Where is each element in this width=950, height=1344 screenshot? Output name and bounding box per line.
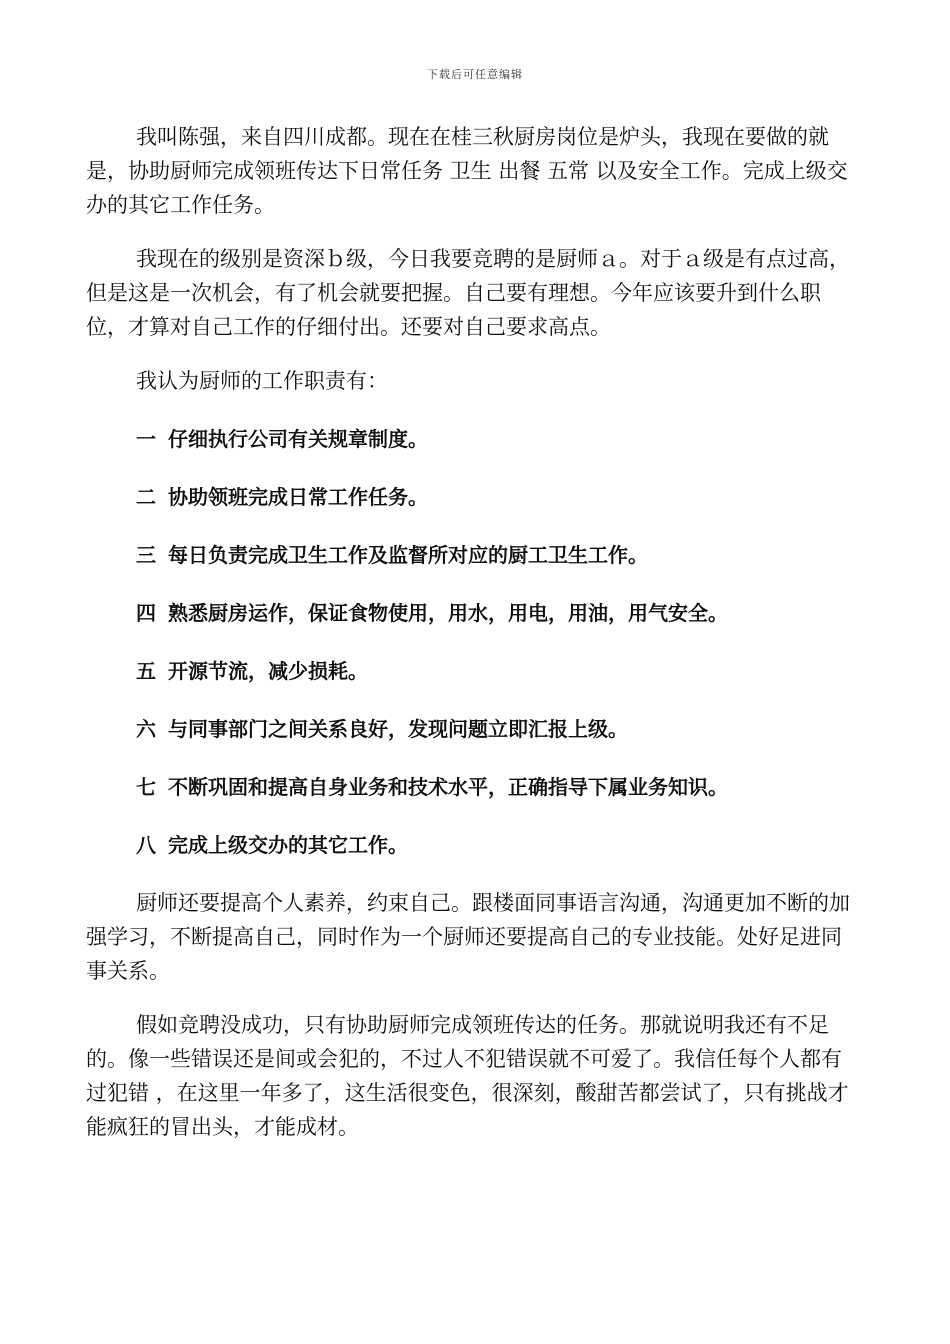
duty-number: 五 [136,659,156,683]
duty-text: 仔细执行公司有关规章制度。 [168,427,428,451]
self-improvement-paragraph: 厨师还要提高个人素养，约束自己。跟楼面同事语言沟通，沟通更加不断的加强学习，不断提高自己，同时作为一个厨师还要提高自己的专业技能。处好足进同事关系。 [86,891,850,983]
duty-text: 开源节流，减少损耗。 [168,659,368,683]
duty-item [86,538,856,572]
duty-text: 完成上级交办的其它工作。 [168,833,408,857]
duty-item [86,422,856,456]
intro-paragraph: 我叫陈强，来自四川成都。现在在桂三秋厨房岗位是炉头，我现在要做的就是，协助厨师完成领班传达下日常任务 卫生 出餐 五常 以及安全工作。完成上级交办的其它工作任务。 [86,125,848,217]
duty-text: 不断巩固和提高自身业务和技术水平，正确指导下属业务知识。 [168,775,728,799]
header-note: 下载后可任意编辑 [427,68,523,81]
duty-text: 熟悉厨房运作，保证食物使用，用水，用电，用油，用气安全。 [168,601,728,625]
document-body [86,120,856,1144]
duty-number: 一 [136,427,156,451]
duty-item [86,712,856,746]
duty-number: 三 [136,543,156,567]
duty-number: 六 [136,717,156,741]
duty-text: 与同事部门之间关系良好，发现问题立即汇报上级。 [168,717,628,741]
duty-number: 七 [136,775,156,799]
closing-paragraph: 假如竞聘没成功，只有协助厨师完成领班传达的任务。那就说明我还有不足的。像一些错误还是间或会犯的，不过人不犯错误就不可爱了。我信任每个人都有过犯错 ，在这里一年多了，这生活很变色，很深刻，酸甜苦都尝试了，只有挑战才能疯狂的冒出头，才能成材。 [86,1013,849,1139]
duty-number: 四 [136,601,156,625]
duty-item [86,654,856,688]
level-paragraph: 我现在的级别是资深ｂ级，今日我要竞聘的是厨师ａ。对于ａ级是有点过高，但是这是一次机会，有了机会就要把握。自己要有理想。今年应该要升到什么职位，才算对自己工作的仔细付出。还要对自己要求高点。 [86,247,850,339]
duties-lead-paragraph: 我认为厨师的工作职责有： [136,369,388,393]
duty-item [86,828,856,862]
duty-item [86,596,856,630]
duty-number: 二 [136,485,156,509]
duty-text: 每日负责完成卫生工作及监督所对应的厨工卫生工作。 [168,543,648,567]
duty-text: 协助领班完成日常工作任务。 [168,485,428,509]
duty-item [86,770,856,804]
duty-number: 八 [136,833,156,857]
duty-list [86,422,856,862]
duty-item [86,480,856,514]
